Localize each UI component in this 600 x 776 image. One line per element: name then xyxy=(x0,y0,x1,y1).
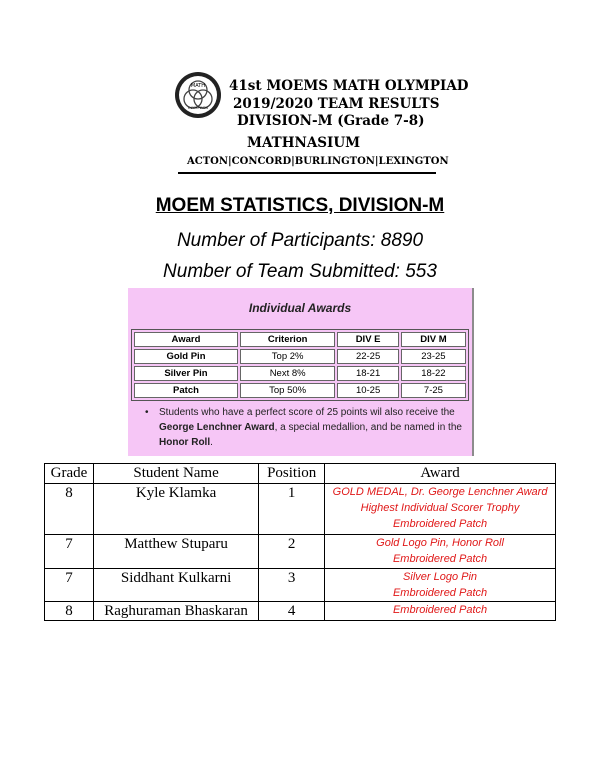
award-header: Award xyxy=(325,464,556,484)
awards-cell: 22-25 xyxy=(337,349,399,364)
individual-awards-panel xyxy=(128,288,474,456)
student-name-cell: Siddhant Kulkarni xyxy=(93,569,258,602)
award-line: Embroidered Patch xyxy=(392,553,488,565)
awards-cell: Next 8% xyxy=(240,366,335,381)
header-team-results: 2019/2020 TEAM RESULTS xyxy=(233,96,440,112)
statistics-title: MOEM STATISTICS, DIVISION-M xyxy=(155,195,445,216)
note-honor-roll: Honor Roll xyxy=(159,437,211,448)
position-header: Position xyxy=(259,464,325,484)
note-award-name: George Lenchner Award xyxy=(159,422,275,433)
position-cell: 3 xyxy=(259,569,325,602)
awards-header-cell: Award xyxy=(134,332,238,347)
logo-text-top: MATH xyxy=(190,83,206,89)
awards-cell: 10-25 xyxy=(337,383,399,398)
table-row xyxy=(45,569,556,602)
awards-header-row xyxy=(134,332,466,347)
awards-row xyxy=(134,349,466,364)
award-cell xyxy=(325,484,556,535)
awards-cell: 18-21 xyxy=(337,366,399,381)
panel-title: Individual Awards xyxy=(248,301,352,315)
award-line: Embroidered Patch xyxy=(392,604,488,616)
awards-header-cell: DIV M xyxy=(401,332,466,347)
header-olympiad: 41st MOEMS MATH OLYMPIAD xyxy=(229,78,469,94)
position-cell: 2 xyxy=(259,535,325,569)
awards-row xyxy=(134,383,466,398)
grade-cell: 7 xyxy=(45,569,94,602)
award-line: Silver Logo Pin xyxy=(403,571,478,583)
award-cell xyxy=(325,535,556,569)
results-header-row xyxy=(45,464,556,484)
student-name-cell: Matthew Stuparu xyxy=(93,535,258,569)
awards-cell: 18-22 xyxy=(401,366,466,381)
awards-criteria-table xyxy=(131,329,469,401)
awards-cell: Top 50% xyxy=(240,383,335,398)
awards-cell: Top 2% xyxy=(240,349,335,364)
note-text: Students who have a perfect score of 25 points wil also receive the xyxy=(159,407,455,418)
header-locations: ACTON|CONCORD|BURLINGTON|LEXINGTON xyxy=(187,156,449,167)
award-line: Gold Logo Pin, Honor Roll xyxy=(376,537,504,549)
grade-cell: 8 xyxy=(45,484,94,535)
logo-text-bottom: OLYMPIADS xyxy=(187,106,209,110)
awards-cell: 7-25 xyxy=(401,383,466,398)
grade-cell: 7 xyxy=(45,535,94,569)
table-row xyxy=(45,484,556,535)
award-line: Embroidered Patch xyxy=(392,518,488,530)
header-mathnasium: MATHNASIUM xyxy=(247,135,361,151)
awards-header-cell: Criterion xyxy=(240,332,335,347)
awards-cell: Patch xyxy=(134,383,238,398)
participants-count: Number of Participants: 8890 xyxy=(176,230,424,251)
awards-cell: Gold Pin xyxy=(134,349,238,364)
student-name-header: Student Name xyxy=(93,464,258,484)
table-row xyxy=(45,535,556,569)
grade-cell: 8 xyxy=(45,602,94,621)
table-row xyxy=(45,602,556,621)
position-cell: 4 xyxy=(259,602,325,621)
award-line: GOLD MEDAL, Dr. George Lenchner Award xyxy=(332,486,548,498)
position-cell: 1 xyxy=(259,484,325,535)
award-cell xyxy=(325,602,556,621)
moems-logo xyxy=(174,71,222,119)
grade-header: Grade xyxy=(45,464,94,484)
award-line: Embroidered Patch xyxy=(392,587,488,599)
note-text: . xyxy=(210,437,213,448)
perfect-score-note xyxy=(145,405,467,450)
awards-cell: 23-25 xyxy=(401,349,466,364)
awards-cell: Silver Pin xyxy=(134,366,238,381)
student-name-cell: Kyle Klamka xyxy=(93,484,258,535)
award-cell xyxy=(325,569,556,602)
bullet-icon: • xyxy=(145,407,149,418)
awards-row xyxy=(134,366,466,381)
header-divider xyxy=(178,172,436,174)
teams-count: Number of Team Submitted: 553 xyxy=(163,261,437,282)
award-line: Highest Individual Scorer Trophy xyxy=(360,502,520,514)
header-division: DIVISION-M (Grade 7-8) xyxy=(237,113,425,129)
results-table xyxy=(44,463,556,621)
note-text: , a special medallion, and be named in the xyxy=(274,422,462,433)
awards-header-cell: DIV E xyxy=(337,332,399,347)
student-name-cell: Raghuraman Bhaskaran xyxy=(93,602,258,621)
